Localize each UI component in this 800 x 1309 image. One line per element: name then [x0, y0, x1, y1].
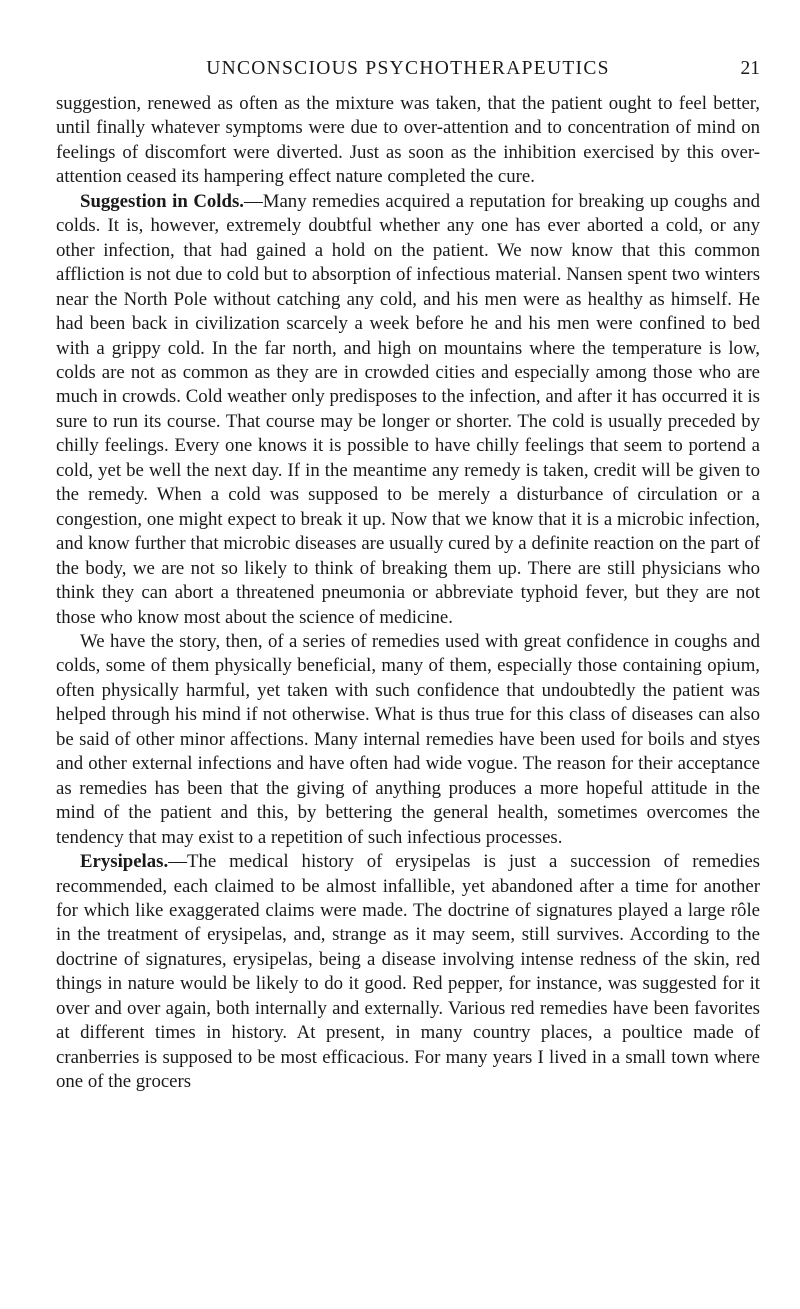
paragraph — [56, 190, 760, 630]
paragraph — [56, 850, 760, 1095]
running-head: UNCONSCIOUS PSYCHOTHERAPEUTICS — [206, 58, 610, 79]
paragraph — [56, 92, 760, 190]
paragraph-text: suggestion, renewed as often as the mixture was taken, that the patient ought to feel better, until finally whatever symptoms were due to over-attention and to concentration of mind on feelings of discomfort were diverted. Just as soon as the inhibition exercised by this over-attention ceased its hampering effect nature completed the cure. — [56, 93, 760, 188]
page-header — [56, 0, 760, 80]
paragraph-text: We have the story, then, of a series of remedies used with great confidence in coughs and colds, some of them physically beneficial, many of them, especially those containing opium, often physically harmful, yet taken with such confidence that undoubtedly the patient was helped through his mind if not otherwise. What is thus true for this class of diseases can also be said of other minor affections. Many internal remedies have been used for boils and styes and other external infections and have often had wide vogue. The reason for their acceptance as remedies has been that the giving of anything produces a more hopeful attitude in the mind of the patient and this, by bettering the general health, sometimes overcomes the tendency that may exist to a repetition of such infectious processes. — [56, 630, 760, 848]
paragraph-text: —Many remedies acquired a reputation for breaking up coughs and colds. It is, however, extremely doubtful whether any one has ever aborted a cold, or any other infection, that had gained a hold on the patient. We now know that this common affliction is not due to cold but to absorption of infectious material. Nansen spent two winters near the North Pole without catching any cold, and his men were as healthy as himself. He had been back in civilization scarcely a week before he and his men were confined to bed with a grippy cold. In the far north, and high on mountains where the temperature is low, colds are not as common as they are in crowded cities and especially among those who are much in crowds. Cold weather only predisposes to the infection, and after it has occurred it is sure to run its course. That course may be longer or shorter. The cold is usually preceded by chilly feelings. Every one knows it is possible to have chilly feelings that seem to portend a cold, yet be well the next day. If in the meantime any remedy is taken, credit will be given to the remedy. When a cold was supposed to be merely a disturbance of circulation or a congestion, one might expect to break it up. Now that we know that it is a microbic infection, and know further that microbic diseases are usually cured by a definite reaction on the part of the body, we are not so likely to think of breaking them up. There are still physicians who think they can abort a threatened pneumonia or abbreviate typhoid fever, but they are not those who know most about the science of medicine. — [56, 190, 760, 628]
paragraph-text: —The medical history of erysipelas is just a succession of remedies recommended, each claimed to be almost infallible, yet abandoned after a time for another for which like exaggerated claims were made. The doctrine of signatures played a large rôle in the treatment of erysipelas, and, strange as it may seem, still survives. According to the doctrine of signatures, erysipelas, being a disease involving intense redness of the skin, red things in nature would be likely to do it good. Red pepper, for instance, was suggested for it over and over again, both internally and externally. Various red remedies have been favorites at different times in history. At present, in many country places, a poultice made of cranberries is supposed to be most efficacious. For many years I lived in a small town where one of the grocers — [56, 851, 760, 1093]
paragraph — [56, 630, 760, 850]
section-heading: Erysipelas. — [80, 851, 169, 873]
section-heading: Suggestion in Colds. — [80, 190, 244, 212]
page-number: 21 — [740, 58, 760, 79]
body-text — [56, 92, 760, 1095]
